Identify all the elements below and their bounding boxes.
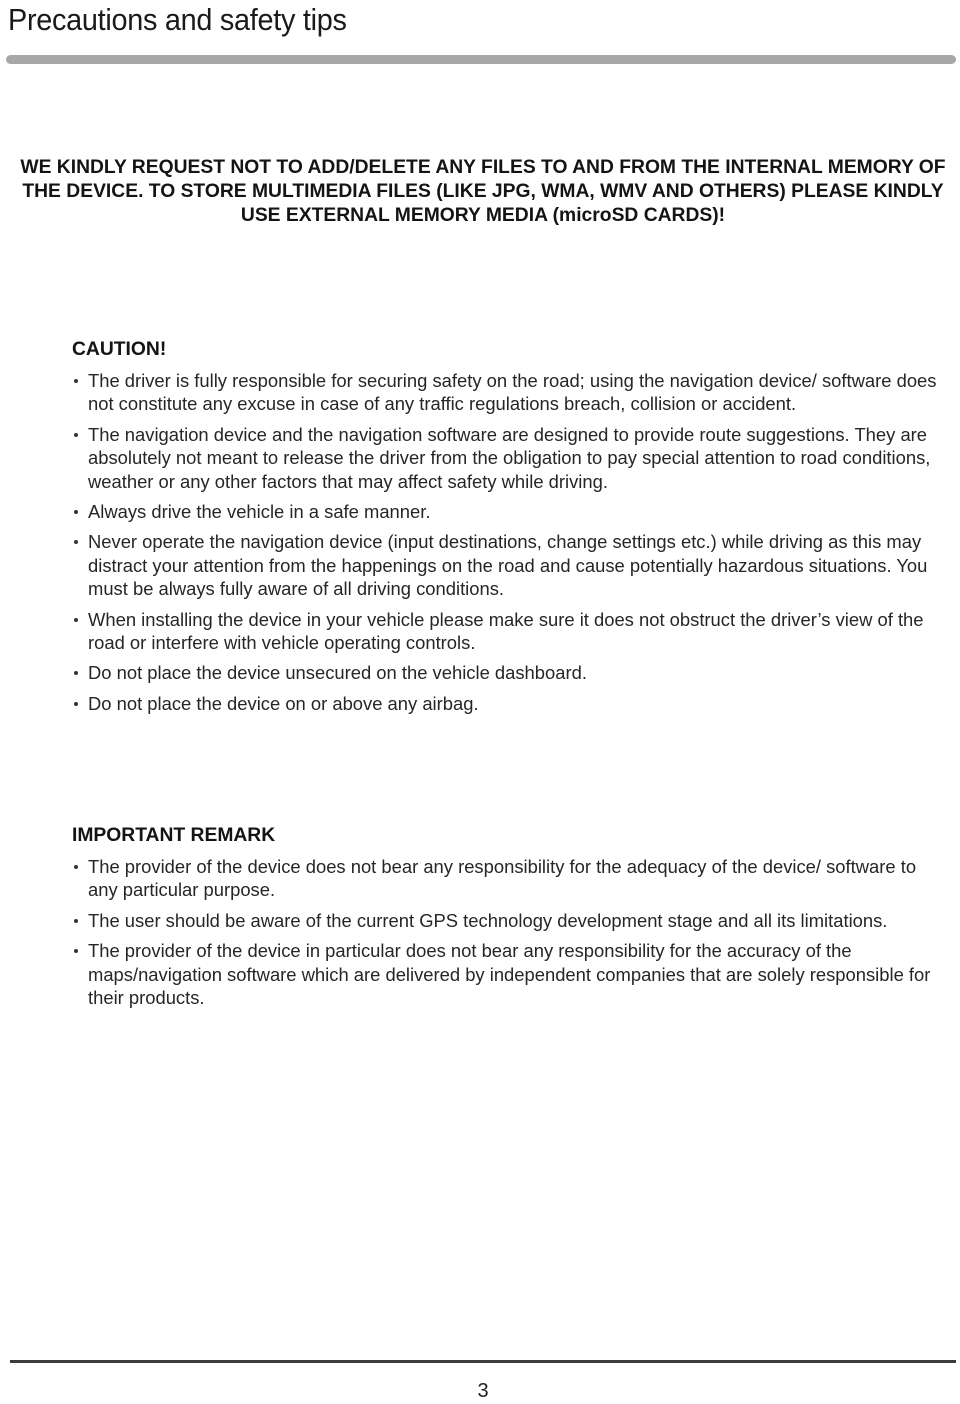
remark-item: The provider of the device does not bear any responsibility for the adequacy of the device/ software to any particular purpose.: [72, 855, 950, 902]
caution-list: [72, 369, 950, 722]
memory-notice: WE KINDLY REQUEST NOT TO ADD/DELETE ANY FILES TO AND FROM THE INTERNAL MEMORY OF THE DEVICE. TO STORE MULTIMEDIA FILES (LIKE JPG, WMA, WMV AND OTHERS) PLEASE KINDLY USE EXTERNAL MEMORY MEDIA (microSD CARDS)!: [20, 157, 946, 226]
caution-item: The navigation device and the navigation software are designed to provide route suggestions. They are absolutely not meant to release the driver from the obligation to pay special attention to road conditions, weather or any other factors that may affect safety while driving.: [72, 423, 950, 493]
footer-divider: [10, 1360, 956, 1363]
important-remark-heading: IMPORTANT REMARK: [72, 825, 276, 846]
caution-item: Always drive the vehicle in a safe manner.: [72, 500, 950, 523]
remark-item: The provider of the device in particular does not bear any responsibility for the accuracy of the maps/navigation software which are delivered by independent companies that are solely responsible for their products.: [72, 939, 950, 1009]
caution-heading: CAUTION!: [72, 339, 167, 360]
caution-item: The driver is fully responsible for securing safety on the road; using the navigation device/ software does not constitute any excuse in case of any traffic regulations breach, collision or accident.: [72, 369, 950, 416]
page-number: 3: [477, 1380, 489, 1402]
caution-item: Do not place the device unsecured on the vehicle dashboard.: [72, 661, 950, 684]
remark-item: The user should be aware of the current GPS technology development stage and all its limitations.: [72, 909, 950, 932]
title-divider: [6, 55, 956, 64]
caution-item: Do not place the device on or above any airbag.: [72, 692, 950, 715]
page-title: Precautions and safety tips: [8, 2, 347, 37]
caution-item: Never operate the navigation device (input destinations, change settings etc.) while driving as this may distract your attention from the happenings on the road and cause potentially hazardous situations. You must be always fully aware of all driving conditions.: [72, 530, 950, 600]
important-remark-list: [72, 855, 950, 1016]
caution-item: When installing the device in your vehicle please make sure it does not obstruct the driver’s view of the road or interfere with vehicle operating controls.: [72, 608, 950, 655]
